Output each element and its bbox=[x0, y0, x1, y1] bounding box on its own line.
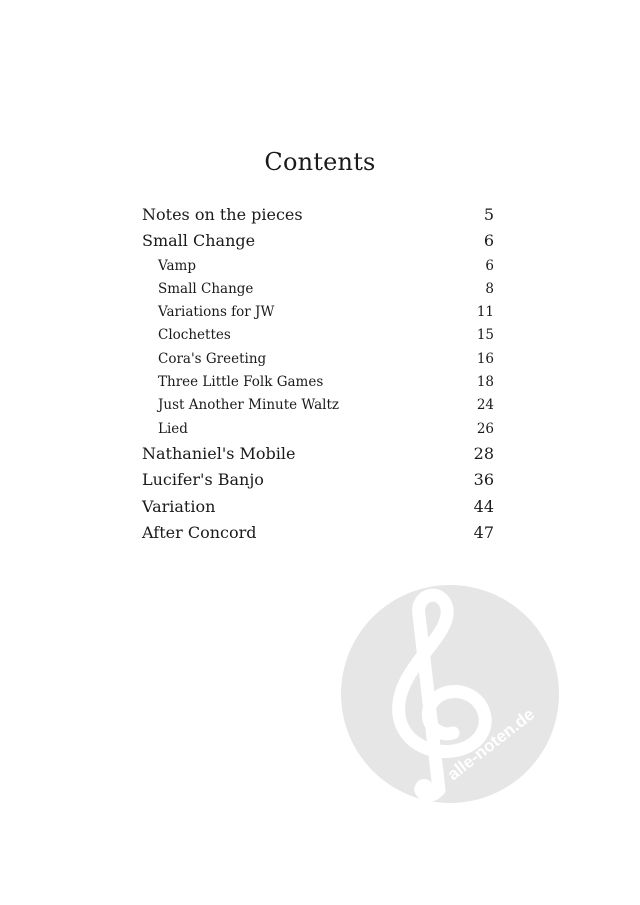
toc-entry-label: Just Another Minute Waltz bbox=[158, 397, 340, 414]
toc-entry-label: Small Change bbox=[142, 231, 256, 251]
toc-entry-label: After Concord bbox=[142, 522, 257, 542]
toc-entry-label: Clochettes bbox=[158, 327, 231, 344]
toc-subentry bbox=[142, 324, 494, 347]
toc-entry-page: 5 bbox=[483, 205, 494, 224]
toc-entry-page: 47 bbox=[473, 522, 494, 542]
toc-subentry bbox=[142, 278, 494, 301]
toc-entry-label: Lied bbox=[158, 420, 188, 437]
toc-entry-label: Notes on the pieces bbox=[142, 205, 303, 224]
toc-entry-page: 18 bbox=[476, 374, 494, 391]
toc-entry bbox=[142, 202, 494, 228]
toc-subentry bbox=[142, 418, 494, 441]
toc-entry-label: Three Little Folk Games bbox=[158, 374, 324, 391]
toc-entry bbox=[142, 494, 494, 520]
watermark-logo bbox=[341, 585, 559, 803]
toc-entry-label: Nathaniel's Mobile bbox=[142, 443, 296, 463]
toc-entry-page: 16 bbox=[476, 350, 494, 367]
toc-subentry bbox=[142, 394, 494, 417]
page-title: Contents bbox=[264, 148, 376, 176]
toc-subentry bbox=[142, 301, 494, 324]
toc-entry-page: 26 bbox=[476, 420, 494, 437]
toc-entry-label: Vamp bbox=[158, 257, 197, 274]
toc-entry-page: 11 bbox=[476, 304, 494, 321]
toc-entry-label: Variation bbox=[142, 496, 216, 516]
toc-entry-page: 24 bbox=[476, 397, 494, 414]
toc-entry-page: 6 bbox=[485, 257, 494, 274]
toc-entry-label: Cora's Greeting bbox=[158, 350, 267, 367]
toc-entry-page: 44 bbox=[473, 496, 494, 516]
toc-entry bbox=[142, 520, 494, 546]
toc-entry-page: 36 bbox=[473, 470, 494, 490]
toc-entry bbox=[142, 467, 494, 493]
svg-text:alle-noten.de: alle-noten.de bbox=[443, 704, 539, 785]
toc-entry-label: Lucifer's Banjo bbox=[142, 470, 264, 490]
toc-entry-page: 8 bbox=[485, 280, 494, 297]
toc-entry-page: 15 bbox=[476, 327, 494, 344]
toc-entry-label: Variations for JW bbox=[158, 304, 275, 321]
toc-subentry bbox=[142, 348, 494, 371]
toc-entry bbox=[142, 228, 494, 254]
toc-entry-label: Small Change bbox=[158, 280, 254, 297]
table-of-contents bbox=[142, 202, 494, 546]
toc-entry-page: 6 bbox=[483, 231, 494, 251]
toc-entry-page: 28 bbox=[473, 443, 494, 463]
toc-entry bbox=[142, 441, 494, 467]
toc-subentry bbox=[142, 371, 494, 394]
toc-subentry bbox=[142, 255, 494, 278]
treble-clef-icon bbox=[341, 585, 559, 803]
